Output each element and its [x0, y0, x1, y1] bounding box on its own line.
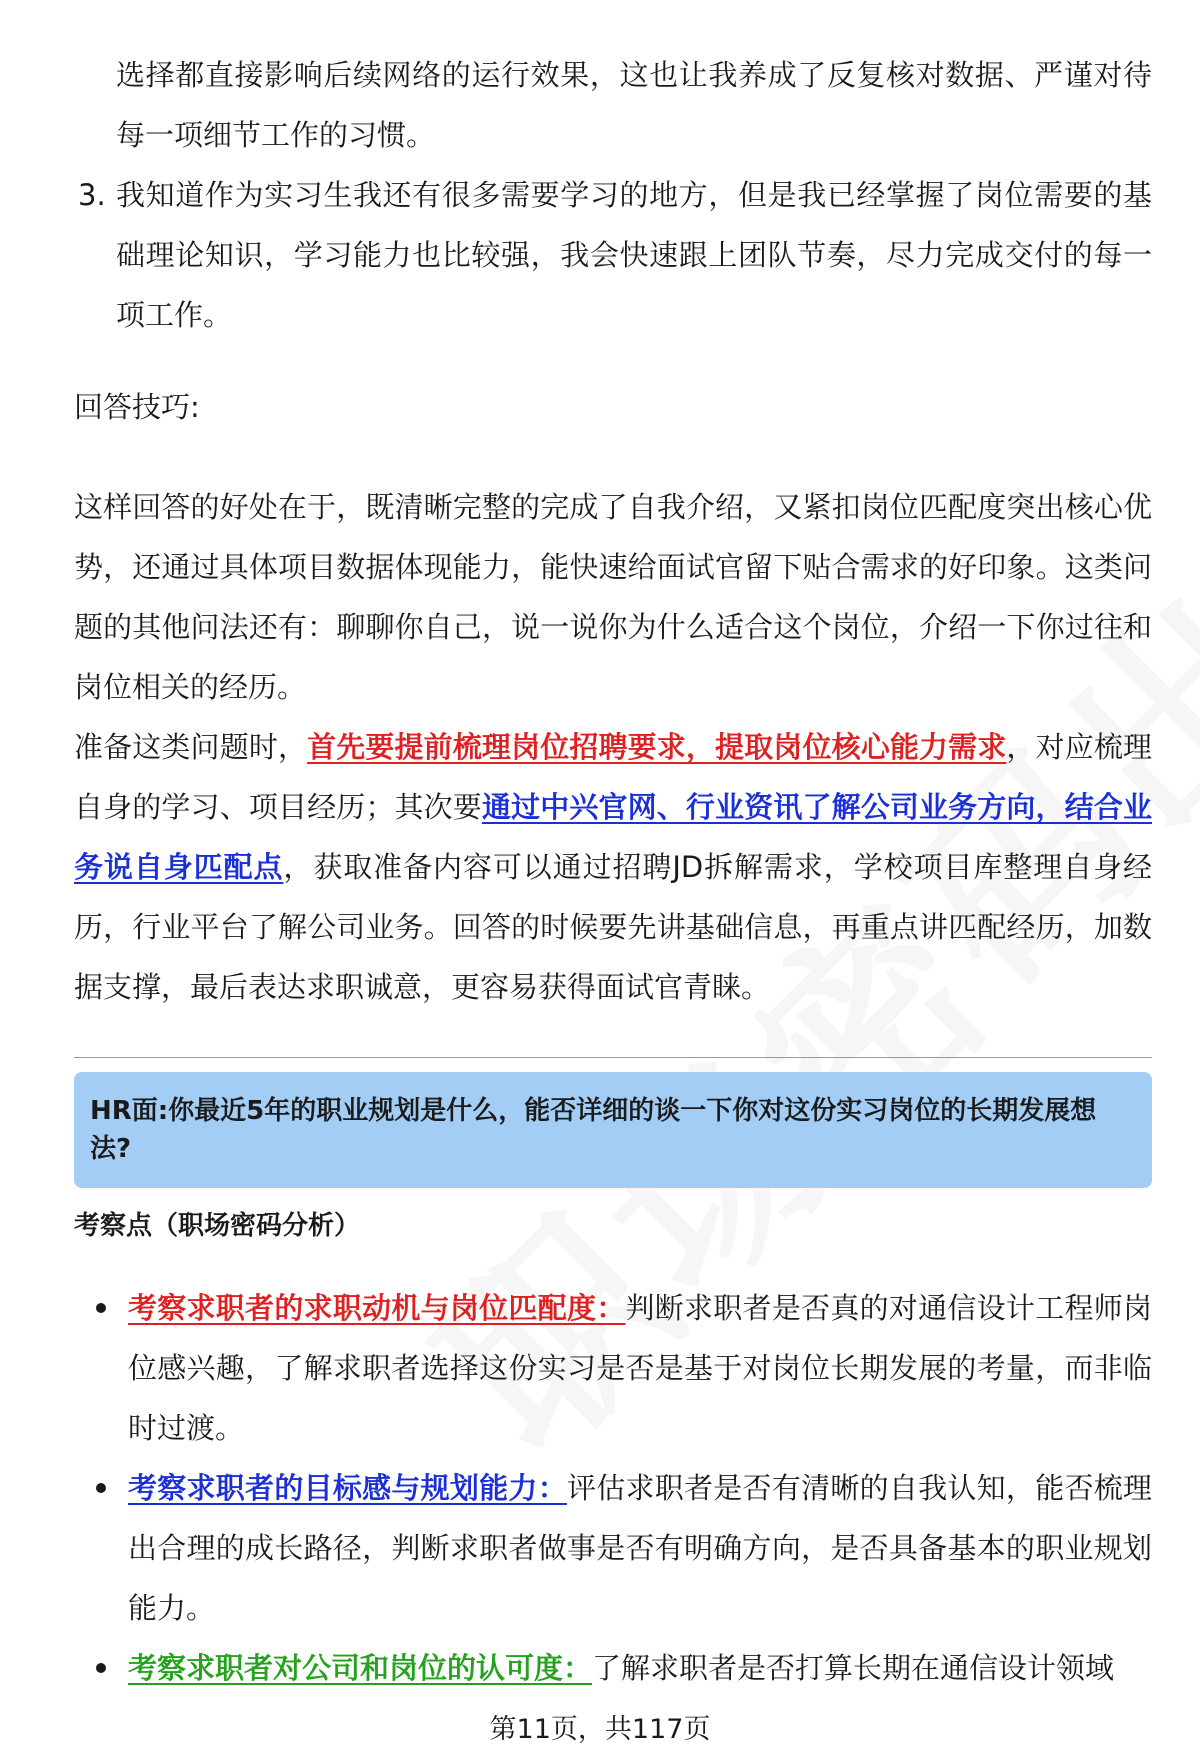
prep-red-highlight[interactable]: 首先要提前梳理岗位招聘要求，提取岗位核心能力需求	[307, 730, 1007, 764]
analysis-item-text	[128, 1458, 1152, 1638]
bullet-icon	[96, 1483, 106, 1493]
document-page	[74, 0, 1152, 1698]
analysis-list	[74, 1278, 1152, 1698]
page-footer: 第11页，共117页	[489, 1714, 711, 1745]
analysis-body: 评估求职者是否有清晰的自我认知，能否梳理出合理的成长路径，判断求职者做事是否有明确方向，是否具备基本的职业规划能力。	[128, 1471, 1152, 1625]
numbered-item-2-continuation	[74, 45, 1152, 165]
item-3-text: 我知道作为实习生我还有很多需要学习的地方，但是我已经掌握了岗位需要的基础理论知识，学习能力也比较强，我会快速跟上团队节奏，尽力完成交付的每一项工作。	[116, 178, 1152, 332]
analysis-item-text	[128, 1638, 1152, 1698]
list-number: 3.	[78, 178, 106, 212]
analysis-highlight-red[interactable]: 考察求职者的求职动机与岗位匹配度：	[128, 1291, 626, 1325]
analysis-highlight-blue[interactable]: 考察求职者的目标感与规划能力：	[128, 1471, 567, 1505]
prep-middle: ，对应梳理自身的学习、项目经历；其次要	[74, 730, 1152, 824]
prep-intro: 准备这类问题时，	[74, 730, 308, 764]
prep-paragraph	[74, 717, 1152, 1017]
item-2-text: 选择都直接影响后续网络的运行效果，这也让我养成了反复核对数据、严谨对待每一项细节工作的习惯。	[116, 58, 1152, 152]
section-divider	[74, 1057, 1152, 1058]
analysis-item	[74, 1638, 1152, 1698]
hr-question-box: HR面:你最近5年的职业规划是什么，能否详细的谈一下你对这份实习岗位的长期发展想法?	[74, 1072, 1152, 1188]
tips-paragraph: 这样回答的好处在于，既清晰完整的完成了自我介绍，又紧扣岗位匹配度突出核心优势，还通过具体项目数据体现能力，能快速给面试官留下贴合需求的好印象。这类问题的其他问法还有：聊聊你自己，说一说你为什么适合这个岗位，介绍一下你过往和岗位相关的经历。	[74, 490, 1152, 704]
analysis-highlight-green[interactable]: 考察求职者对公司和岗位的认可度：	[128, 1651, 593, 1685]
tips-label: 回答技巧:	[74, 390, 200, 424]
numbered-item-3	[74, 165, 1152, 345]
bullet-icon	[96, 1303, 106, 1313]
analysis-item-text	[128, 1278, 1152, 1458]
analysis-body: 判断求职者是否真的对通信设计工程师岗位感兴趣，了解求职者选择这份实习是否是基于对岗位长期发展的考量，而非临时过渡。	[128, 1291, 1152, 1445]
analysis-body: 了解求职者是否打算长期在通信设计领域	[592, 1651, 1115, 1685]
prep-rest: ，获取准备内容可以通过招聘JD拆解需求，学校项目库整理自身经历，行业平台了解公司业务。回答的时候要先讲基础信息，再重点讲匹配经历，加数据支撑，最后表达求职诚意，更容易获得面试官青睐。	[74, 850, 1152, 1004]
prep-blue-highlight[interactable]: 通过中兴官网、行业资讯了解公司业务方向，结合业务说自身匹配点	[74, 790, 1152, 884]
analysis-item	[74, 1278, 1152, 1458]
analysis-title: 考察点（职场密码分析）	[74, 1211, 361, 1241]
bullet-icon	[96, 1663, 106, 1673]
analysis-item	[74, 1458, 1152, 1638]
